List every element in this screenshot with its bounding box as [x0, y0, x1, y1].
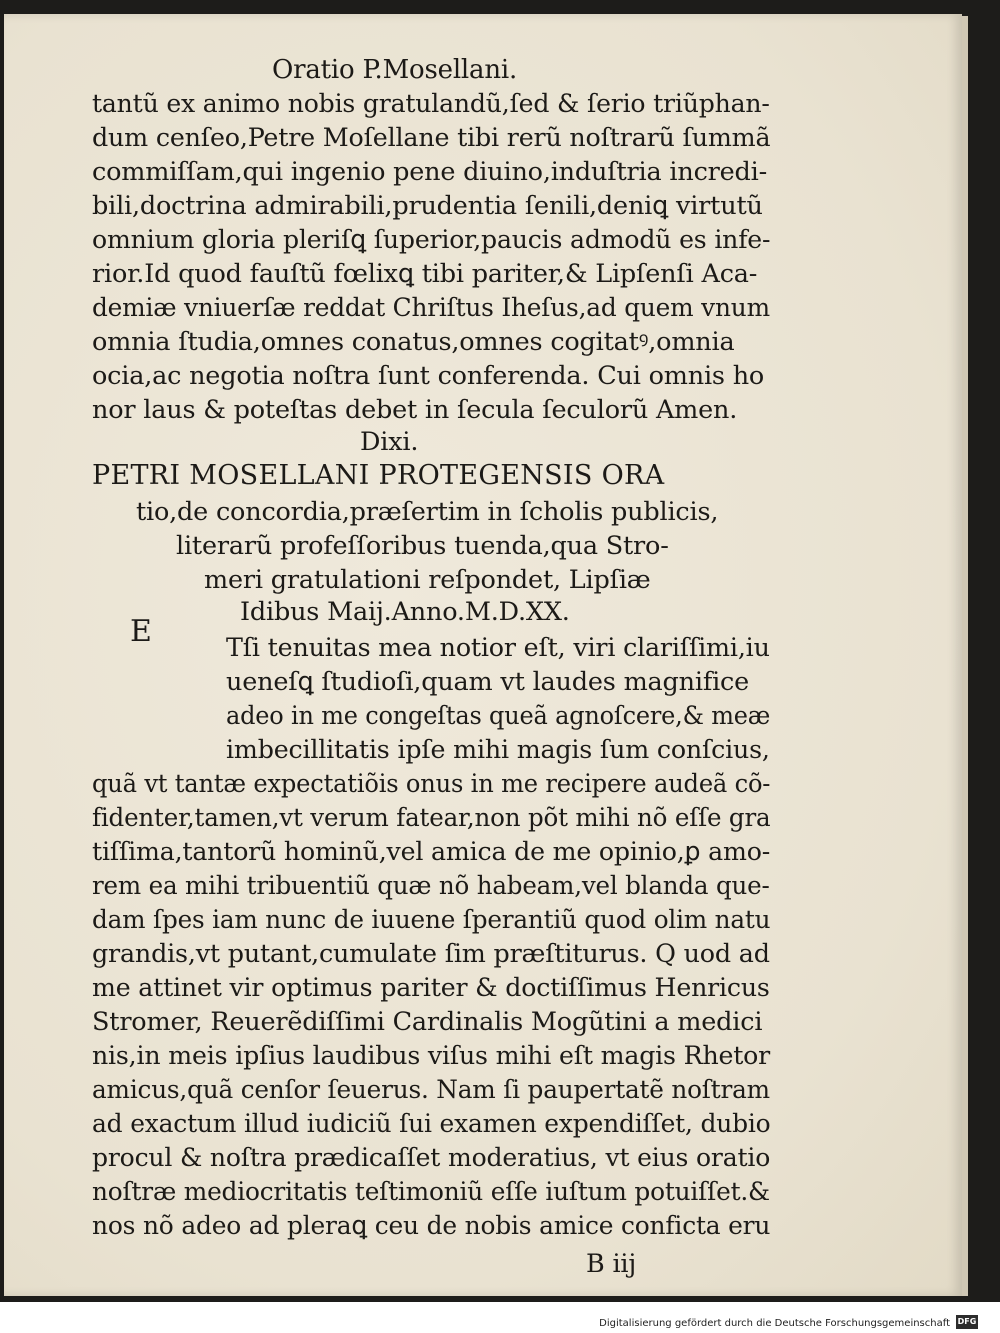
text-line: fidenter,tamen,vt verum fatear,non põt mihi nõ eſſe gra	[92, 803, 771, 833]
text-line: quã vt tantæ expectatiõis onus in me recipere audeã cõ-	[92, 769, 771, 799]
text-line: nis,in meis ipſius laudibus viſus mihi eſt magis Rhetor	[92, 1041, 771, 1071]
running-header: Oratio P.Mosellani.	[272, 55, 518, 85]
text-line: dam ſpes iam nunc de iuuene ſperantiũ quod olim natu	[92, 905, 771, 935]
text-line: dum cenſeo,Petre Moſellane tibi rerũ noſtrarũ ſummã	[92, 123, 771, 153]
oration-title: PETRI MOSELLANI PROTEGENSIS ORA	[92, 460, 665, 491]
footer-bar	[0, 1302, 1000, 1333]
title-line: Idibus Maij.Anno.M.D.XX.	[240, 597, 570, 627]
text-line: noſtræ mediocritatis teſtimoniũ eſſe iuſtum potuiſſet.&	[92, 1177, 770, 1207]
text-line: nos nõ adeo ad pleraꝗ ceu de nobis amice conficta eru	[92, 1211, 771, 1241]
text-line: commiſſam,qui ingenio pene diuino,induſtria incredi-	[92, 157, 768, 187]
text-line: demiæ vniuerſæ reddat Chriſtus Iheſus,ad quem vnum	[92, 293, 770, 323]
title-line: meri gratulationi reſpondet, Lipſiæ	[204, 565, 651, 595]
text-line: tiſſima,tantorũ hominũ,vel amica de me opinio,ꝑ amo-	[92, 837, 771, 867]
initial-letter: E	[130, 614, 152, 649]
text-line: adeo in me congeſtas queã agnoſcere,& meæ	[226, 701, 771, 731]
text-line: omnia ſtudia,omnes conatus,omnes cogitatꝰ,omnia	[92, 327, 735, 357]
text-line: ueneſꝗ ſtudioſi,quam vt laudes magnifice	[226, 667, 750, 697]
text-line: rem ea mihi tribuentiũ quæ nõ habeam,vel blanda que-	[92, 871, 770, 901]
text-line: me attinet vir optimus pariter & doctiſſimus Henricus	[92, 973, 770, 1003]
text-line: nor laus & poteſtas debet in ſecula ſeculorũ Amen.	[92, 395, 738, 425]
text-line: tantũ ex animo nobis gratulandũ,ſed & ſerio triũphan-	[92, 89, 770, 119]
signature-mark: B iij	[586, 1249, 637, 1279]
text-line: rior.Id quod fauſtũ fœlixꝗ tibi pariter,& Lipſenſi Aca-	[92, 259, 758, 289]
text-line: procul & noſtra prædicaſſet moderatius, vt eius oratio	[92, 1143, 771, 1173]
text-line: amicus,quã cenſor ſeuerus. Nam ſi paupertatẽ noſtram	[92, 1075, 770, 1105]
title-line: literarũ profeſſoribus tuenda,qua Stro-	[176, 531, 669, 561]
title-line: tio,de concordia,præſertim in ſcholis publicis,	[136, 497, 719, 527]
text-line: omnium gloria pleriſꝗ ſuperior,paucis admodũ es infe-	[92, 225, 771, 255]
dixi: Dixi.	[360, 427, 419, 457]
text-line: bili,doctrina admirabili,prudentia ſenili,deniꝗ virtutũ	[92, 191, 763, 221]
text-line: ocia,ac negotia noſtra ſunt conferenda. Cui omnis ho	[92, 361, 765, 391]
dfg-logo-icon: DFG	[956, 1315, 978, 1329]
funding-note: Digitalisierung gefördert durch die Deutsche Forschungsgemeinschaft	[599, 1318, 950, 1329]
text-line: imbecillitatis ipſe mihi magis ſum conſcius,	[226, 735, 770, 765]
text-line: ad exactum illud iudiciũ ſui examen expendiſſet, dubio	[92, 1109, 771, 1139]
text-line: grandis,vt putant,cumulate ſim præſtiturus. Q uod ad	[92, 939, 770, 969]
text-line: Tſi tenuitas mea notior eſt, viri clariſſimi,iu	[226, 633, 770, 663]
text-line: Stromer, Reuerẽdiſſimi Cardinalis Mogũtini a medici	[92, 1007, 763, 1037]
